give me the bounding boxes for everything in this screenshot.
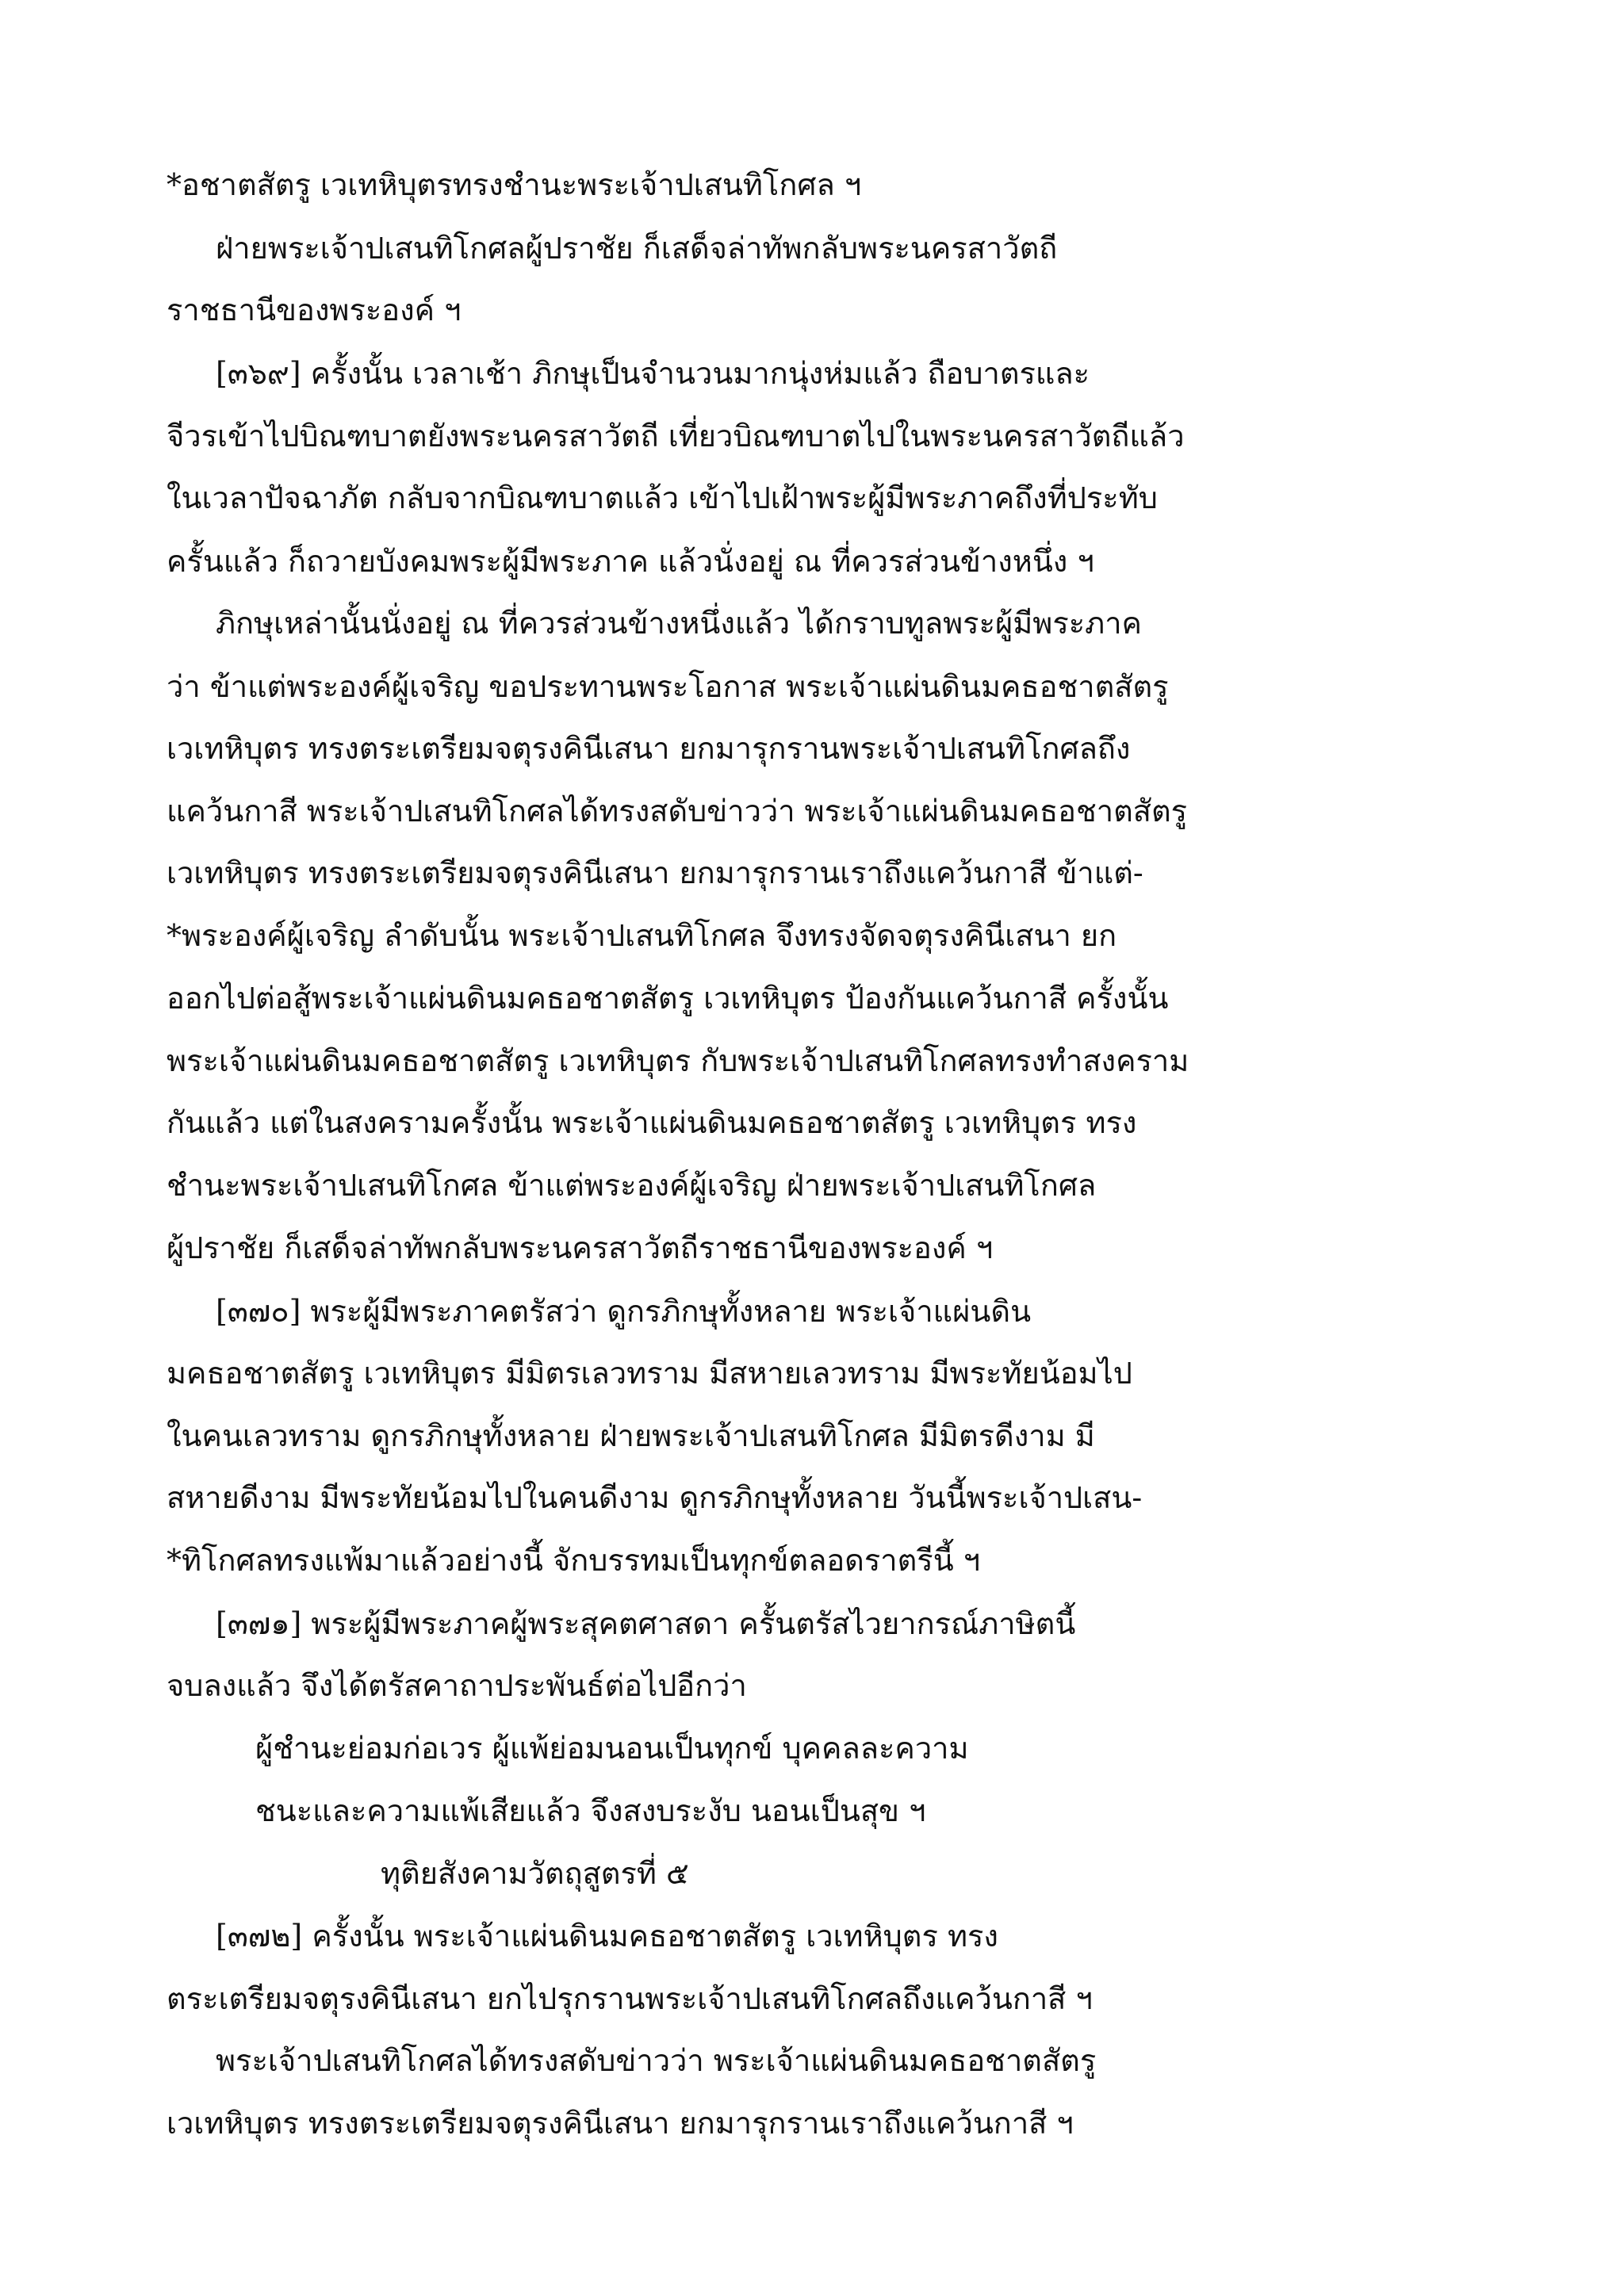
text-line: เวเทหิบุตร ทรงตระเตรียมจตุรงคินีเสนา ยกมารุกรานพระเจ้าปเสนทิโกศลถึง xyxy=(167,731,1131,766)
text-line: ครั้นแล้ว ก็ถวายบังคมพระผู้มีพระภาค แล้วนั่งอยู่ ณ ที่ควรส่วนข้างหนึ่ง ฯ xyxy=(167,544,1094,579)
text-line: ตระเตรียมจตุรงคินีเสนา ยกไปรุกรานพระเจ้าปเสนทิโกศลถึงแคว้นกาสี ฯ xyxy=(167,1981,1093,2016)
text-line: ว่า ข้าแต่พระองค์ผู้เจริญ ขอประทานพระโอกาส พระเจ้าแผ่นดินมคธอชาตสัตรู xyxy=(167,669,1169,704)
text-line: เวเทหิบุตร ทรงตระเตรียมจตุรงคินีเสนา ยกมารุกรานเราถึงแคว้นกาสี ข้าแต่- xyxy=(167,855,1143,890)
paragraph-372: [๓๗๒] ครั้งนั้น พระเจ้าแผ่นดินมคธอชาตสัตรู เวเทหิบุตร ทรง xyxy=(216,1919,998,1954)
verse-line: ชนะและความแพ้เสียแล้ว จึงสงบระงับ นอนเป็นสุข ฯ xyxy=(255,1793,926,1828)
text-line: ในเวลาปัจฉาภัต กลับจากบิณฑบาตแล้ว เข้าไปเฝ้าพระผู้มีพระภาคถึงที่ประทับ xyxy=(167,480,1158,515)
text-line: เวเทหิบุตร ทรงตระเตรียมจตุรงคินีเสนา ยกมารุกรานเราถึงแคว้นกาสี ฯ xyxy=(167,2106,1074,2141)
paragraph-370: [๓๗๐] พระผู้มีพระภาคตรัสว่า ดูกรภิกษุทั้งหลาย พระเจ้าแผ่นดิน xyxy=(216,1294,1032,1329)
text-line: ในคนเลวทราม ดูกรภิกษุทั้งหลาย ฝ่ายพระเจ้าปเสนทิโกศล มีมิตรดีงาม มี xyxy=(167,1418,1095,1453)
text-line: กันแล้ว แต่ในสงครามครั้งนั้น พระเจ้าแผ่นดินมคธอชาตสัตรู เวเทหิบุตร ทรง xyxy=(167,1105,1137,1140)
text-line: *ทิโกศลทรงแพ้มาแล้วอย่างนี้ จักบรรทมเป็นทุกข์ตลอดราตรีนี้ ฯ xyxy=(167,1543,981,1578)
text-line: จีวรเข้าไปบิณฑบาตยังพระนครสาวัตถี เที่ยวบิณฑบาตไปในพระนครสาวัตถีแล้ว xyxy=(167,419,1185,453)
sutta-title: ทุติยสังคามวัตถุสูตรที่ ๕ xyxy=(381,1856,689,1891)
paragraph-369: [๓๖๙] ครั้งนั้น เวลาเช้า ภิกษุเป็นจำนวนมากนุ่งห่มแล้ว ถือบาตรและ xyxy=(216,356,1090,391)
text-line: พระเจ้าแผ่นดินมคธอชาตสัตรู เวเทหิบุตร กับพระเจ้าปเสนทิโกศลทรงทำสงคราม xyxy=(167,1043,1189,1078)
text-line: แคว้นกาสี พระเจ้าปเสนทิโกศลได้ทรงสดับข่าวว่า พระเจ้าแผ่นดินมคธอชาตสัตรู xyxy=(167,794,1188,828)
text-line: จบลงแล้ว จึงได้ตรัสคาถาประพันธ์ต่อไปอีกว่า xyxy=(167,1668,747,1703)
text-line: พระเจ้าปเสนทิโกศลได้ทรงสดับข่าวว่า พระเจ้าแผ่นดินมคธอชาตสัตรู xyxy=(216,2043,1097,2078)
text-line: ออกไปต่อสู้พระเจ้าแผ่นดินมคธอชาตสัตรู เวเทหิบุตร ป้องกันแคว้นกาสี ครั้งนั้น xyxy=(167,981,1169,1016)
text-line: ราชธานีของพระองค์ ฯ xyxy=(167,293,462,327)
text-line: มคธอชาตสัตรู เวเทหิบุตร มีมิตรเลวทราม มีสหายเลวทราม มีพระทัยน้อมไป xyxy=(167,1356,1132,1391)
text-line: ผู้ปราชัย ก็เสด็จล่าทัพกลับพระนครสาวัตถีราชธานีของพระองค์ ฯ xyxy=(167,1230,994,1265)
text-line: สหายดีงาม มีพระทัยน้อมไปในคนดีงาม ดูกรภิกษุทั้งหลาย วันนี้พระเจ้าปเสน- xyxy=(167,1480,1143,1515)
text-line: ภิกษุเหล่านั้นนั่งอยู่ ณ ที่ควรส่วนข้างหนึ่งแล้ว ได้กราบทูลพระผู้มีพระภาค xyxy=(216,606,1142,641)
text-line: *พระองค์ผู้เจริญ ลำดับนั้น พระเจ้าปเสนทิโกศล จึงทรงจัดจตุรงคินีเสนา ยก xyxy=(167,918,1117,953)
verse-line: ผู้ชำนะย่อมก่อเวร ผู้แพ้ย่อมนอนเป็นทุกข์ บุคคลละความ xyxy=(255,1731,969,1766)
text-line: ฝ่ายพระเจ้าปเสนทิโกศลผู้ปราชัย ก็เสด็จล่าทัพกลับพระนครสาวัตถี xyxy=(216,231,1058,266)
text-line: ชำนะพระเจ้าปเสนทิโกศล ข้าแต่พระองค์ผู้เจริญ ฝ่ายพระเจ้าปเสนทิโกศล xyxy=(167,1168,1097,1203)
paragraph-371: [๓๗๑] พระผู้มีพระภาคผู้พระสุคตศาสดา ครั้นตรัสไวยากรณ์ภาษิตนี้ xyxy=(216,1606,1076,1641)
text-line: *อชาตสัตรู เวเทหิบุตรทรงชำนะพระเจ้าปเสนทิโกศล ฯ xyxy=(167,167,862,202)
